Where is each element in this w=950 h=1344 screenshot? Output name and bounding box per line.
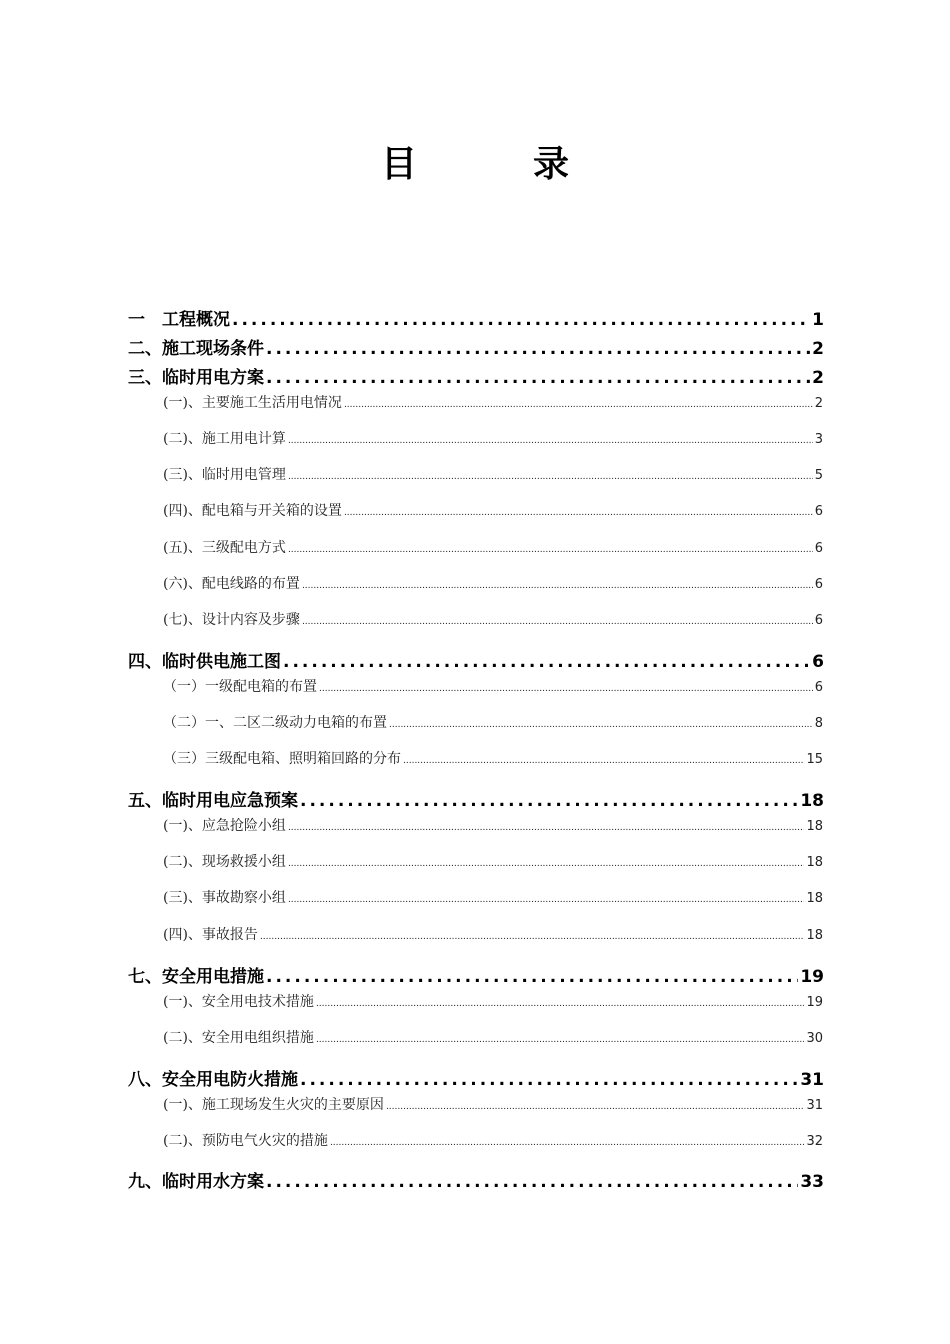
toc-chapter-entry[interactable] <box>128 962 824 987</box>
toc-entry-page-number: 8 <box>814 716 823 731</box>
dot-leader <box>302 617 813 627</box>
dot-leader <box>288 895 805 905</box>
toc-entry-page-number: 32 <box>806 1134 823 1149</box>
dot-leader <box>266 1172 798 1192</box>
toc-chapter-entry[interactable] <box>128 1065 824 1090</box>
toc-entry-label: (四)、配电箱与开关箱的设置 <box>163 503 342 519</box>
toc-entry-label: (二)、预防电气火灾的措施 <box>163 1133 328 1149</box>
toc-entry-page-number: 15 <box>806 752 823 767</box>
dot-leader <box>344 400 813 410</box>
dot-leader <box>288 472 813 482</box>
toc-entry-page-number: 6 <box>812 652 824 672</box>
toc-entry-page-number: 2 <box>814 396 823 411</box>
page-title: 目 录 <box>380 144 609 185</box>
toc-entry-label: (三)、临时用电管理 <box>163 467 286 483</box>
toc-section-entry[interactable] <box>163 609 823 629</box>
toc-entry-page-number: 18 <box>806 819 823 834</box>
toc-entry-page-number: 33 <box>800 1172 824 1192</box>
dot-leader <box>300 1070 798 1090</box>
toc-entry-page-number: 18 <box>806 855 823 870</box>
toc-entry-page-number: 6 <box>814 504 823 519</box>
toc-section-entry[interactable] <box>163 924 823 944</box>
toc-section-entry[interactable] <box>163 464 823 484</box>
toc-chapter-entry[interactable] <box>128 334 824 359</box>
toc-entry-page-number: 30 <box>806 1031 823 1046</box>
toc-entry-label: （一）一级配电箱的布置 <box>163 679 317 695</box>
toc-entry-page-number: 6 <box>814 577 823 592</box>
dot-leader <box>302 581 813 591</box>
toc-entry-label: (二)、安全用电组织措施 <box>163 1030 314 1046</box>
toc-section-entry[interactable] <box>163 991 823 1011</box>
toc-entry-label: (二)、现场救援小组 <box>163 854 286 870</box>
dot-leader <box>288 436 813 446</box>
toc-entry-page-number: 2 <box>812 368 824 388</box>
toc-entry-label: 一 工程概况 <box>128 310 230 330</box>
dot-leader <box>266 339 810 359</box>
toc-section-entry[interactable] <box>163 392 823 412</box>
toc-entry-label: (七)、设计内容及步骤 <box>163 612 300 628</box>
dot-leader <box>260 932 805 942</box>
toc-entry-page-number: 18 <box>806 928 823 943</box>
toc-chapter-entry[interactable] <box>128 363 824 388</box>
toc-entry-page-number: 2 <box>812 339 824 359</box>
dot-leader <box>344 508 813 518</box>
toc-entry-label: (四)、事故报告 <box>163 927 258 943</box>
dot-leader <box>316 1035 805 1045</box>
toc-entry-page-number: 1 <box>812 310 824 330</box>
toc-chapter-entry[interactable] <box>128 786 824 811</box>
dot-leader <box>283 652 810 672</box>
toc-entry-page-number: 18 <box>800 791 824 811</box>
toc-section-entry[interactable] <box>163 712 823 732</box>
toc-entry-label: (三)、事故勘察小组 <box>163 890 286 906</box>
toc-entry-label: 四、临时供电施工图 <box>128 652 281 672</box>
dot-leader <box>266 368 810 388</box>
toc-section-entry[interactable] <box>163 500 823 520</box>
dot-leader <box>300 791 798 811</box>
toc-entry-label: (一)、施工现场发生火灾的主要原因 <box>163 1097 384 1113</box>
toc-entry-label: 八、安全用电防火措施 <box>128 1070 298 1090</box>
toc-entry-page-number: 19 <box>806 995 823 1010</box>
toc-entry-label: 二、施工现场条件 <box>128 339 264 359</box>
toc-entry-label: (一)、安全用电技术措施 <box>163 994 314 1010</box>
dot-leader <box>288 859 805 869</box>
toc-entry-page-number: 3 <box>814 432 823 447</box>
toc-entry-page-number: 31 <box>806 1098 823 1113</box>
toc-entry-page-number: 5 <box>814 468 823 483</box>
toc-entry-label: （三）三级配电箱、照明箱回路的分布 <box>163 751 401 767</box>
toc-section-entry[interactable] <box>163 887 823 907</box>
dot-leader <box>330 1138 805 1148</box>
toc-section-entry[interactable] <box>163 851 823 871</box>
toc-entry-page-number: 6 <box>814 680 823 695</box>
toc-entry-label: (一)、应急抢险小组 <box>163 818 286 834</box>
toc-entry-page-number: 6 <box>814 541 823 556</box>
toc-entry-label: (一)、主要施工生活用电情况 <box>163 395 342 411</box>
dot-leader <box>316 999 805 1009</box>
toc-chapter-entry[interactable] <box>128 647 824 672</box>
toc-section-entry[interactable] <box>163 537 823 557</box>
dot-leader <box>266 967 798 987</box>
toc-entry-label: (六)、配电线路的布置 <box>163 576 300 592</box>
toc-section-entry[interactable] <box>163 1027 823 1047</box>
toc-chapter-entry[interactable] <box>128 1167 824 1192</box>
dot-leader <box>386 1102 805 1112</box>
dot-leader <box>389 720 813 730</box>
dot-leader <box>403 756 804 766</box>
toc-section-entry[interactable] <box>163 573 823 593</box>
toc-chapter-entry[interactable] <box>128 305 824 330</box>
toc-entry-label: 七、安全用电措施 <box>128 967 264 987</box>
toc-section-entry[interactable] <box>163 428 823 448</box>
toc-section-entry[interactable] <box>163 1130 823 1150</box>
toc-entry-label: 九、临时用水方案 <box>128 1172 264 1192</box>
toc-entry-label: 三、临时用电方案 <box>128 368 264 388</box>
toc-entry-label: （二）一、二区二级动力电箱的布置 <box>163 715 387 731</box>
toc-section-entry[interactable] <box>163 1094 823 1114</box>
toc-entry-page-number: 19 <box>800 967 824 987</box>
toc-entry-label: (二)、施工用电计算 <box>163 431 286 447</box>
toc-entry-label: 五、临时用电应急预案 <box>128 791 298 811</box>
toc-section-entry[interactable] <box>163 815 823 835</box>
dot-leader <box>288 545 813 555</box>
toc-entry-page-number: 6 <box>814 613 823 628</box>
toc-section-entry[interactable] <box>163 748 823 768</box>
toc-entry-page-number: 18 <box>806 891 823 906</box>
dot-leader <box>319 684 813 694</box>
toc-entry-label: (五)、三级配电方式 <box>163 540 286 556</box>
dot-leader <box>232 310 810 330</box>
dot-leader <box>288 823 805 833</box>
toc-section-entry[interactable] <box>163 676 823 696</box>
toc-entry-page-number: 31 <box>800 1070 824 1090</box>
